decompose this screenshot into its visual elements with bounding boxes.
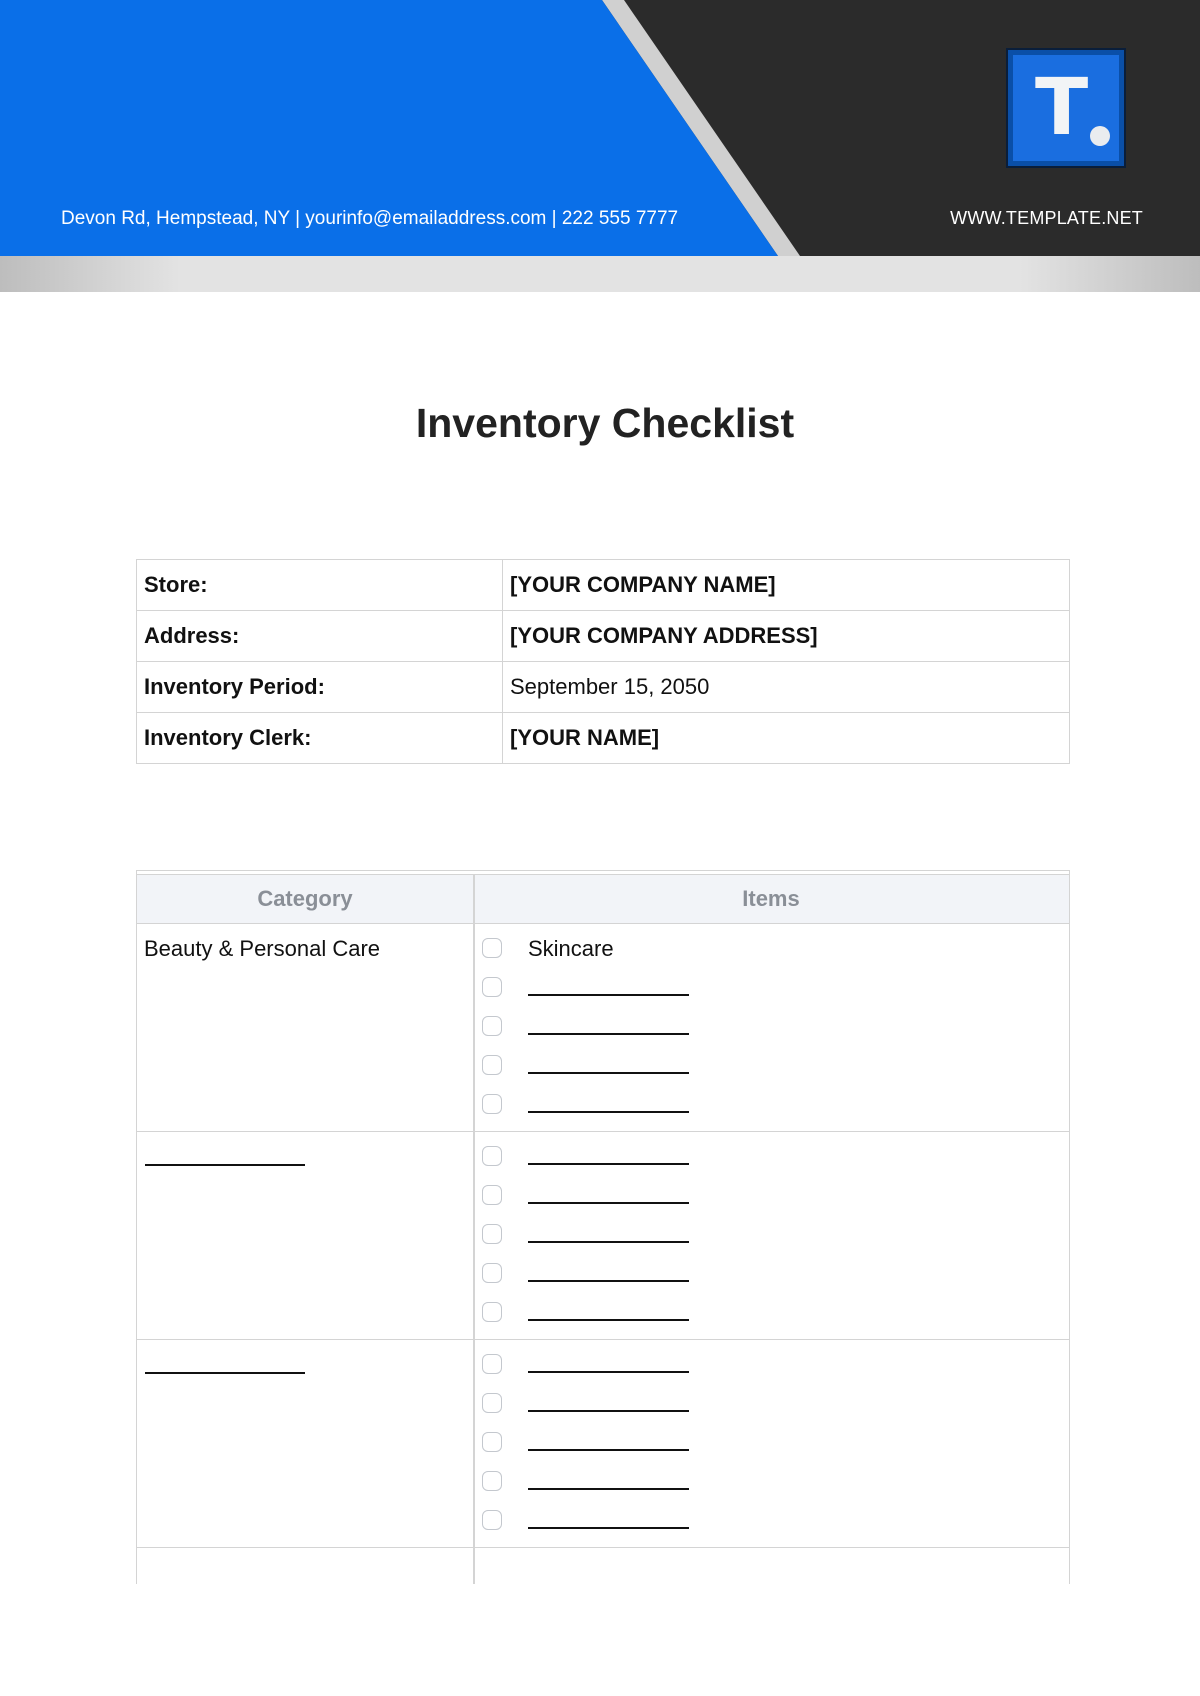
item-blank-line[interactable] [528,1280,689,1282]
info-value[interactable]: [YOUR COMPANY NAME] [503,560,1070,611]
item-blank-line[interactable] [528,1449,689,1451]
item-blank-line[interactable] [528,1527,689,1529]
checkbox[interactable] [482,938,502,958]
website-link[interactable]: WWW.TEMPLATE.NET [950,208,1143,228]
contact-line: Devon Rd, Hempstead, NY | yourinfo@emailaddress.com | 222 555 7777 [61,208,679,229]
checkbox[interactable] [482,1471,502,1491]
checkbox[interactable] [482,1302,502,1322]
info-value[interactable]: September 15, 2050 [503,662,1070,713]
checkbox[interactable] [482,977,502,997]
item-blank-line[interactable] [528,994,689,996]
info-row-store [137,560,1070,611]
info-value[interactable]: [YOUR NAME] [503,713,1070,764]
item-blank-line[interactable] [528,1319,689,1321]
checkbox[interactable] [482,1094,502,1114]
info-label: Store: [137,560,503,611]
item-blank-line[interactable] [528,1410,689,1412]
info-label: Inventory Period: [137,662,503,713]
checkbox[interactable] [482,1510,502,1530]
table-row [137,1132,1069,1340]
item-blank-line[interactable] [528,1163,689,1165]
header-stripe [0,256,1200,292]
table-row [137,924,1069,1132]
checkbox[interactable] [482,1224,502,1244]
column-header-category: Category [257,886,353,911]
item-blank-line[interactable] [528,1072,689,1074]
checkbox[interactable] [482,1354,502,1374]
info-label: Inventory Clerk: [137,713,503,764]
table-header-row [137,874,1069,924]
item-label[interactable]: Skincare [528,936,614,961]
category-label[interactable]: Beauty & Personal Care [144,936,381,961]
item-blank-line[interactable] [528,1241,689,1243]
logo-tile [1013,55,1119,161]
letterhead [0,0,1200,292]
item-blank-line[interactable] [528,1202,689,1204]
category-blank-line[interactable] [145,1372,305,1374]
info-label: Address: [137,611,503,662]
checkbox[interactable] [482,1185,502,1205]
inventory-checklist-table [136,870,1070,1584]
table-row [137,1340,1069,1548]
logo-letter: T [1035,63,1089,153]
checkbox[interactable] [482,1146,502,1166]
item-blank-line[interactable] [528,1371,689,1373]
checkbox[interactable] [482,1263,502,1283]
info-row-clerk [137,713,1070,764]
company-logo [1006,48,1126,168]
checkbox[interactable] [482,1393,502,1413]
logo-dot-icon [1090,126,1110,146]
checkbox[interactable] [482,1055,502,1075]
checkbox[interactable] [482,1432,502,1452]
info-value[interactable]: [YOUR COMPANY ADDRESS] [503,611,1070,662]
table-row [137,1548,1069,1584]
item-blank-line[interactable] [528,1488,689,1490]
info-row-address [137,611,1070,662]
store-info-table [136,559,1070,764]
column-header-items: Items [742,886,800,911]
category-blank-line[interactable] [145,1164,305,1166]
checkbox[interactable] [482,1016,502,1036]
page-title: Inventory Checklist [415,400,795,446]
item-blank-line[interactable] [528,1111,689,1113]
item-blank-line[interactable] [528,1033,689,1035]
info-row-period [137,662,1070,713]
